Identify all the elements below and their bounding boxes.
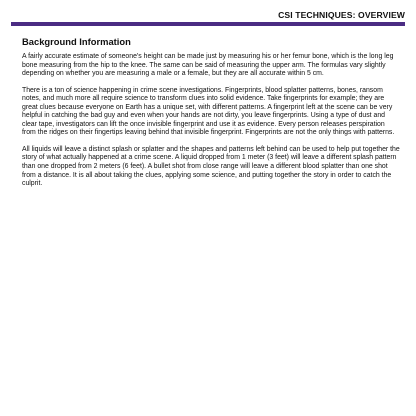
paragraph-fingerprints: There is a ton of science happening in crime scene investigations. Fingerprints, blood splatter patterns, bones, ransom notes, and much more all require science to transform clues into solid evidence. Take fingerprints for example; they are great clues because everyone on Earth has a unique set, with different patterns. A fingerprint left at the scene can be very helpful in catching the bad guy and even when your hands are not dirty, you leave fingerprints. Using a type of dust and clear tape, investigators can lift the once invisible fingerprint and use it as evidence. Every person releases perspiration from the ridges on their fingertips leaving behind that invisible fingerprint. Fingerprints are not the only things with patterns. — [22, 86, 395, 137]
main-content — [22, 36, 400, 197]
header-divider-rule — [11, 22, 405, 26]
paragraph-height-estimate: A fairly accurate estimate of someone’s height can be made just by measuring his or her femur bone, which is the long leg bone measuring from the hip to the knee. The same can be said of measuring the upper arm. The formulas vary slightly depending on whether you are measuring a male or a female, but they are all accurate within 5 cm. — [22, 53, 394, 78]
section-heading: Background Information — [22, 36, 131, 47]
paragraph-splatter-patterns: All liquids will leave a distinct splash or splatter and the shapes and patterns left behind can be used to help put together the story of what actually happened at a crime scene. A liquid dropped from 1 meter (3 feet) will leave a different splash pattern than one dropped from 2 meters (6 feet). A bullet shot from close range will leave a different blood splatter than one shot from a distance. It is all about taking the clues, applying some science, and putting together the story in order to catch the culprit. — [22, 145, 400, 188]
page-header-title: CSI TECHNIQUES: OVERVIEW — [278, 10, 405, 20]
